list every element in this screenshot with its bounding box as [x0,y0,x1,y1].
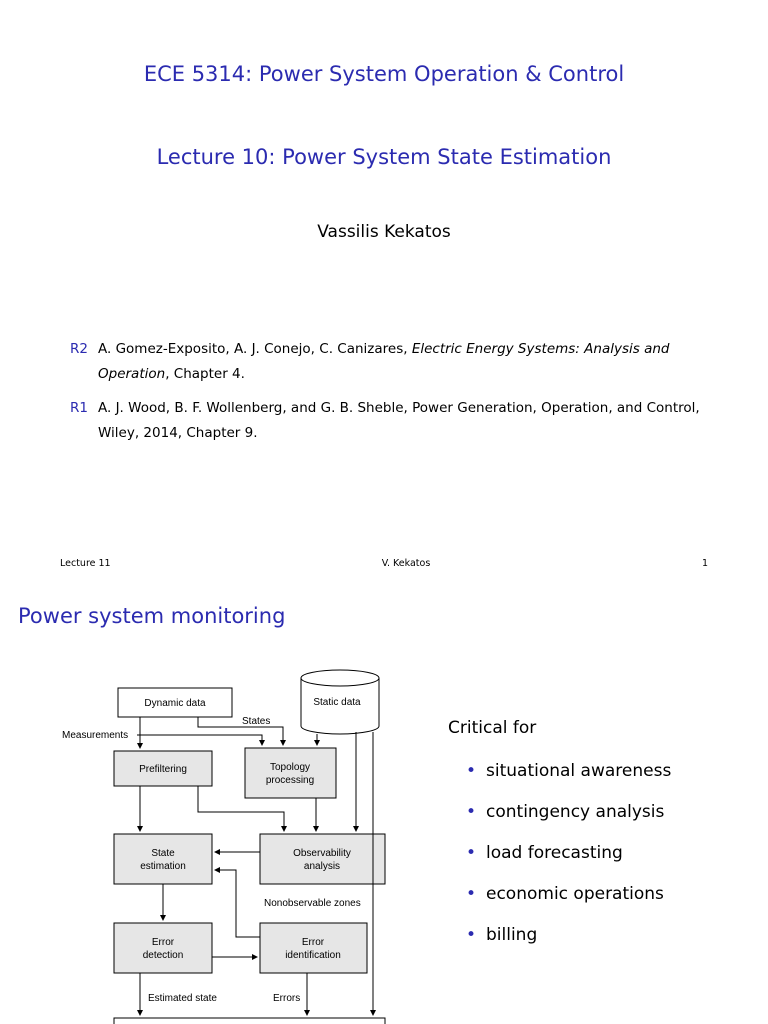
bullet-icon: • [466,925,477,945]
state-estimation-line2: estimation [140,861,186,872]
observability-analysis-box [260,834,385,884]
list-item [466,842,671,883]
error-detection-box [114,923,212,973]
static-data-label: Static data [313,697,361,708]
observability-line1: Observability [293,848,351,859]
reference-text: A. J. Wood, B. F. Wollenberg, and G. B. Sheble, Power Generation, Operation, and Control, Wiley, 2014, Chapter 9. [98,400,700,441]
list-item [466,883,671,924]
lecture-title: Lecture 10: Power System State Estimation [156,145,612,169]
course-title: ECE 5314: Power System Operation & Control [143,62,625,86]
estimated-state-label: Estimated state [148,993,217,1004]
reference-tag: R1 [70,400,88,416]
list-item-text: billing [486,925,538,945]
bullet-icon: • [466,843,477,863]
error-identification-box [260,923,367,973]
bullet-icon: • [466,802,477,822]
error-detection-line1: Error [151,937,175,948]
monitoring-flow-diagram [0,590,440,1024]
frame-title: Power system monitoring [18,604,286,628]
bullet-icon: • [466,884,477,904]
list-item-text: contingency analysis [486,802,665,822]
footer-lecture: Lecture 11 [60,558,111,569]
content-slide [0,590,768,1024]
author-name: Vassilis Kekatos [317,222,451,242]
reference-book-title: Electric Energy Systems: Analysis and Operation [98,341,670,382]
topology-label-line1: Topology [269,762,311,773]
footer-author: V. Kekatos [381,558,431,569]
static-data-cylinder-top [301,670,379,686]
state-estimation-box [114,834,212,884]
list-item [466,801,671,842]
errors-label: Errors [273,993,301,1004]
observability-line2: analysis [303,861,341,872]
prefiltering-label: Prefiltering [139,764,187,775]
list-item-text: load forecasting [486,843,623,863]
reference-r1 [62,396,722,446]
reference-authors: A. Gomez-Exposito, A. J. Conejo, C. Canizares, [98,341,412,357]
output-box [114,1018,385,1024]
list-item-text: situational awareness [486,761,672,781]
nonobservable-zones-label: Nonobservable zones [264,898,361,909]
reference-tag: R2 [70,341,88,357]
footer-page-number: 1 [701,558,708,569]
list-item-text: economic operations [486,884,664,904]
reference-r2 [62,337,722,387]
state-estimation-line1: State [151,848,175,859]
critical-list [466,760,671,965]
measurements-label: Measurements [62,730,129,741]
reference-text [98,337,722,387]
error-identification-line1: Error [301,937,325,948]
reference-chapter: , Chapter 4. [165,366,245,382]
error-identification-line2: identification [285,950,341,961]
dynamic-data-label: Dynamic data [144,698,206,709]
states-label: States [242,716,271,727]
bullet-icon: • [466,761,477,781]
list-item [466,760,671,801]
topology-processing-box [245,748,336,798]
error-detection-line2: detection [142,950,184,961]
list-item [466,924,671,965]
topology-label-line2: processing [265,775,315,786]
critical-for-heading: Critical for [448,718,537,738]
